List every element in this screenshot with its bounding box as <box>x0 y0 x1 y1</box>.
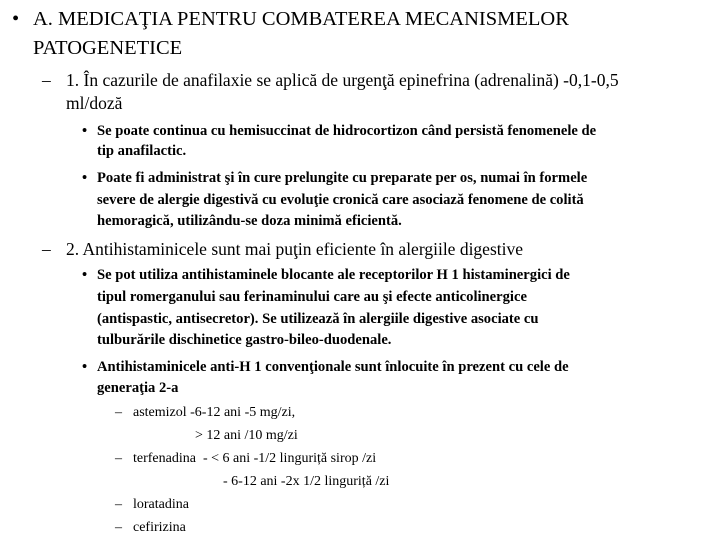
drug-line: terfenadina - < 6 ani -1/2 linguriță sirop /zi <box>133 451 377 466</box>
drug-dash: – <box>115 451 122 466</box>
sub-bullet: • <box>82 267 88 283</box>
sub-bullet: • <box>82 359 88 375</box>
point-2-line-1: 2. Antihistaminicele sunt mai puţin eficiente în alergiile digestive <box>66 239 523 259</box>
sub-bullet: • <box>82 123 88 139</box>
sub-line: Se pot utiliza antihistaminele blocante ale receptorilor H 1 histaminergici de <box>97 267 570 283</box>
drug-line: astemizol -6-12 ani -5 mg/zi, <box>133 405 296 420</box>
drug-dash: – <box>115 520 122 535</box>
sub-line: Antihistaminicele anti-H 1 convenţionale sunt înlocuite în prezent cu cele de <box>97 359 569 375</box>
sub-line: tulburările dischinetice gastro-bileo-duodenale. <box>97 332 392 348</box>
drug-line: > 12 ani /10 mg/zi <box>195 428 298 443</box>
point-1-line-2: ml/doză <box>66 93 123 113</box>
sub-line: (antispastic, antisecretor). Se utilizează în alergiile digestive asociate cu <box>97 311 539 327</box>
sub-line: Se poate continua cu hemisuccinat de hidrocortizon când persistă fenomenele de <box>97 123 597 139</box>
sub-line: tip anafilactic. <box>97 143 187 159</box>
sub-line: Poate fi administrat şi în cure prelungite cu preparate per os, numai în formele <box>97 170 588 186</box>
drug-dash: – <box>115 497 122 512</box>
point-1-marker: – <box>42 70 51 90</box>
sub-line: generaţia 2-a <box>97 380 179 396</box>
point-1-line-1: 1. În cazurile de anafilaxie se aplică de urgenţă epinefrina (adrenalină) -0,1-0,5 <box>66 70 619 90</box>
sub-bullet: • <box>82 170 88 186</box>
drug-dash: – <box>115 405 122 420</box>
heading-line-1: A. MEDICAŢIA PENTRU COMBATEREA MECANISMELOR <box>33 8 569 30</box>
heading-bullet: • <box>12 8 20 30</box>
heading-line-2: PATOGENETICE <box>33 37 183 59</box>
sub-line: tipul romerganului sau ferinaminului care au şi efecte anticolinergice <box>97 289 527 305</box>
drug-line: loratadina <box>133 497 189 512</box>
point-2-marker: – <box>42 239 51 259</box>
drug-line: - 6-12 ani -2x 1/2 linguriță /zi <box>223 474 390 489</box>
drug-line: cefirizina <box>133 520 186 535</box>
sub-line: hemoragică, utilizându-se doza minimă eficientă. <box>97 213 402 229</box>
sub-line: severe de alergie digestivă cu evoluţie cronică care asociază fenomene de colită <box>97 192 584 208</box>
